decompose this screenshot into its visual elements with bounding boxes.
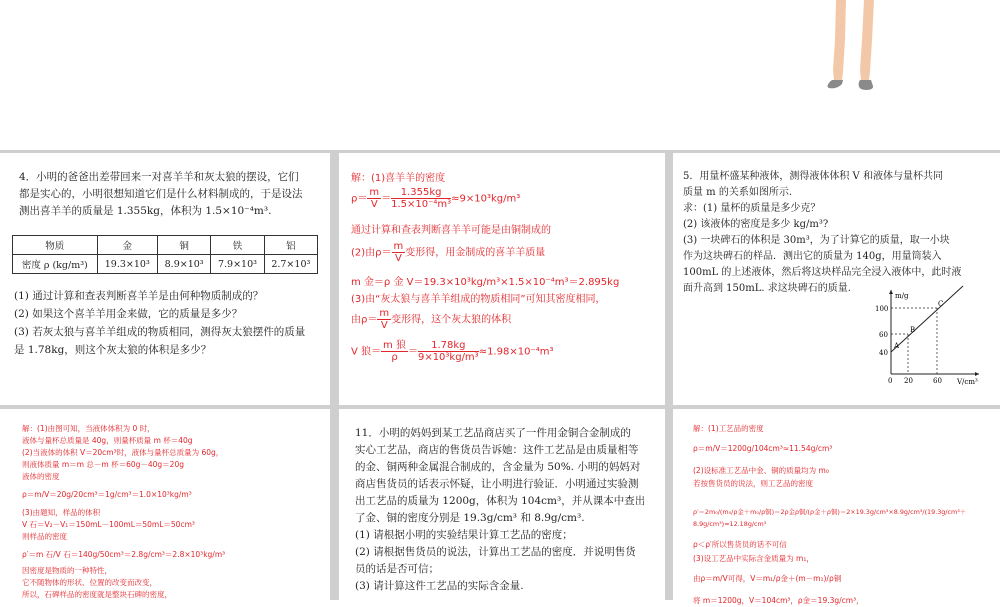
subquestion: (2) 如果这个喜羊羊用金来做，它的质量是多少？ (14, 308, 243, 320)
question-line: 5．用量杯盛某种液体，测得液体体积 V 和液体与量杯共同 (683, 171, 943, 182)
table-header: 铁 (211, 236, 264, 255)
answer-line: 则液体质量 m＝m 总－m 杯＝60g－40g＝20g (22, 460, 184, 469)
question-line: (3) 请计算这件工艺品的实际含金量. (355, 580, 524, 592)
answer-line: 由ρ＝ $\frac{m}{V}$ 变形得，这个灰太狼的体积 (351, 308, 512, 331)
question-line: 出工艺品的质量为 1200g，体积为 104cm³，并从课本中查出 (355, 495, 646, 507)
answer-line: 液体的密度 (22, 472, 60, 481)
answer-line: m 金＝ρ 金 V＝19.3×10³kg/m³×1.5×10⁻⁴m³＝2.895kg (351, 277, 620, 288)
x-tick: 60 (933, 377, 942, 385)
answer-line: 通过计算和查表判断喜羊羊可能是由铜制成的 (351, 225, 551, 236)
answer-line: (3)由“灰太狼与喜羊羊组成的物质相同”可知其密度相同， (351, 294, 606, 305)
y-tick: 100 (875, 305, 889, 313)
table-row-label: 密度 ρ (kg/m³) (13, 255, 98, 274)
mass-volume-graph (871, 286, 981, 386)
question-line: 质量 m 的关系如图所示. (683, 187, 793, 198)
table-cell: 19.3×10³ (97, 255, 157, 274)
answer-line: V 石＝V₂－V₁＝150mL－100mL＝50mL＝50cm³ (22, 520, 195, 529)
question-line: 员的话是否可信； (355, 563, 439, 575)
question-4-text (19, 169, 324, 217)
question-line: 了金、铜的密度分别是 19.3g/cm³ 和 8.9g/cm³. (355, 512, 585, 524)
table-header: 物质 (13, 236, 98, 255)
answer-line: ρ＝m/V＝20g/20cm³＝1g/cm³＝1.0×10³kg/m³ (22, 490, 192, 499)
question-line: 100mL 的上述液体，然后将这块样品完全浸入液体中，此时液 (683, 267, 962, 278)
subquestion: 是 1.78kg，则这个灰太狼的体积是多少？ (14, 344, 212, 356)
point-label: A (894, 342, 900, 350)
table-cell: 2.7×10³ (264, 255, 317, 274)
answer-line: ρ＜ρ′所以售货员的话不可信 (693, 540, 787, 549)
table-header: 铜 (157, 236, 210, 255)
point-label: C (938, 300, 944, 308)
graph-xlabel: V/cm³ (957, 378, 978, 386)
panel-answer-11 (673, 409, 1000, 605)
answer-line: 解：(1)由图可知，当液体体积为 0 时， (22, 424, 155, 433)
question-line: (2) 该液体的密度是多少 kg/m³? (683, 219, 829, 230)
question-line: 实心工艺品，商店的售货员告诉她：这件工艺品是由质量相等 (355, 444, 639, 456)
question-line: 都是实心的，小明很想知道它们是什么材料制成的，于是设法 (19, 188, 303, 200)
answer-line: 液体与量杯总质量是 40g，则量杯质量 m 杯＝40g (22, 436, 193, 445)
question-line: (2) 请根据售货员的说法，计算出工艺品的密度．并说明售货 (355, 546, 636, 558)
y-tick: 40 (879, 349, 888, 357)
subquestion: (1) 通过计算和查表判断喜羊羊是由何种物质制成的？ (14, 290, 264, 302)
answer-line: ρ＝ $\frac{m}{V}$ ＝ $\frac{1.355kg}{\text{1.5×10⁻⁴m³}}$ ≈9×10³kg/m³ (351, 187, 521, 210)
question-line: 面升高到 150mL. 求这块碑石的质量. (683, 283, 851, 294)
answer-line: 解：(1)工艺品的密度 (693, 424, 764, 433)
answer-line: ρ＝m/V＝1200g/104cm³≈11.54g/cm³ (693, 444, 833, 453)
question-line: 11．小明的妈妈到某工艺品商店买了一件用金铜合金制成的 (355, 427, 631, 439)
answer-line: 将 m＝1200g，V＝104cm³，ρ金＝19.3g/cm³， (693, 596, 864, 605)
answer-line: 由ρ＝m/V可得，V＝m₁/ρ金＋(m－m₁)/ρ铜 (693, 574, 842, 583)
x-tick: 20 (904, 377, 913, 385)
question-line: 作为这块碑石的样品．测出它的质量为 140g，用量筒装入 (683, 251, 942, 262)
panel-question-4 (0, 153, 330, 405)
table-header: 金 (97, 236, 157, 255)
question-line: (3) 一块碑石的体积是 30m³，为了计算它的质量，取一小块 (683, 235, 950, 246)
answer-line: (2)当液体的体积 V＝20cm³时，液体与量杯总质量为 60g， (22, 448, 224, 457)
panel-answer-5 (0, 409, 330, 600)
answer-line: (2)由ρ＝ $\frac{m}{V}$ 变形得，用金制成的喜羊羊质量 (351, 241, 546, 264)
table-cell: 8.9×10³ (157, 255, 210, 274)
answer-line: 因密度是物质的一种特性， (22, 566, 112, 575)
question-line: 测出喜羊羊的质量是 1.355kg，体积为 1.5×10⁻⁴m³. (19, 205, 272, 217)
answer-line: ρ′＝2m₀/(m₀/ρ金＋m₀/ρ铜)＝2ρ金ρ铜/(ρ金＋ρ铜)＝2×19.3g/cm³×8.9g/cm³/(19.3g/cm³＋8.9g/cm³)≈12.18g/cm³ (693, 508, 967, 528)
panel-question-5 (673, 153, 1000, 405)
y-tick: 60 (879, 331, 888, 339)
density-table (12, 235, 318, 274)
answer-line: (3)设工艺品中实际含金质量为 m₁， (693, 554, 814, 563)
panel-answer-4 (339, 153, 665, 405)
table-header: 铝 (264, 236, 317, 255)
answer-line: ρ′＝m 石/V 石＝140g/50cm³＝2.8g/cm³＝2.8×10³kg/m³ (22, 550, 226, 559)
answer-line: V 狼＝ $\frac{\text{m 狼}}{\rho}$ ＝ $\frac{1.78kg}{\text{9×10³kg/m³}}$ ≈1.98×10⁻⁴m³ (351, 340, 554, 363)
answer-line: 若按售货员的说法，则工艺品的密度 (693, 479, 813, 488)
question-line: 商店售货员的话表示怀疑，让小明进行验证．小明通过实验测 (355, 478, 639, 490)
answer-line: 所以，石碑样品的密度就是整块石碑的密度， (22, 590, 172, 599)
answer-line: 解：(1)喜羊羊的密度 (351, 173, 446, 184)
answer-line: (3)由题知，样品的体积 (22, 508, 101, 517)
table-cell: 7.9×10³ (211, 255, 264, 274)
question-line: 4．小明的爸爸出差带回来一对喜羊羊和灰太狼的摆设，它们 (19, 171, 299, 183)
panel-question-11 (339, 409, 665, 600)
x-tick: 0 (888, 377, 893, 385)
answer-line: 它不随物体的形状、位置的改变而改变， (22, 578, 157, 587)
answer-line: 则样品的密度 (22, 532, 67, 541)
point-label: B (910, 326, 916, 334)
subquestion: (3) 若灰太狼与喜羊羊组成的物质相同，测得灰太狼摆件的质量 (14, 326, 306, 338)
question-line: (1) 请根据小明的实验结果计算工艺品的密度； (355, 529, 573, 541)
cartoon-legs-illustration (0, 0, 1000, 150)
question-line: 的金、铜两种金属混合制成的，含金量为 50%. 小明的妈妈对 (355, 461, 641, 473)
graph-ylabel: m/g (895, 292, 909, 300)
answer-line: (2)设标准工艺品中金、铜的质量均为 m₀ (693, 466, 829, 475)
illustration-area (0, 0, 1000, 150)
question-line: 求：(1) 量杯的质量是多少克？ (683, 203, 821, 214)
